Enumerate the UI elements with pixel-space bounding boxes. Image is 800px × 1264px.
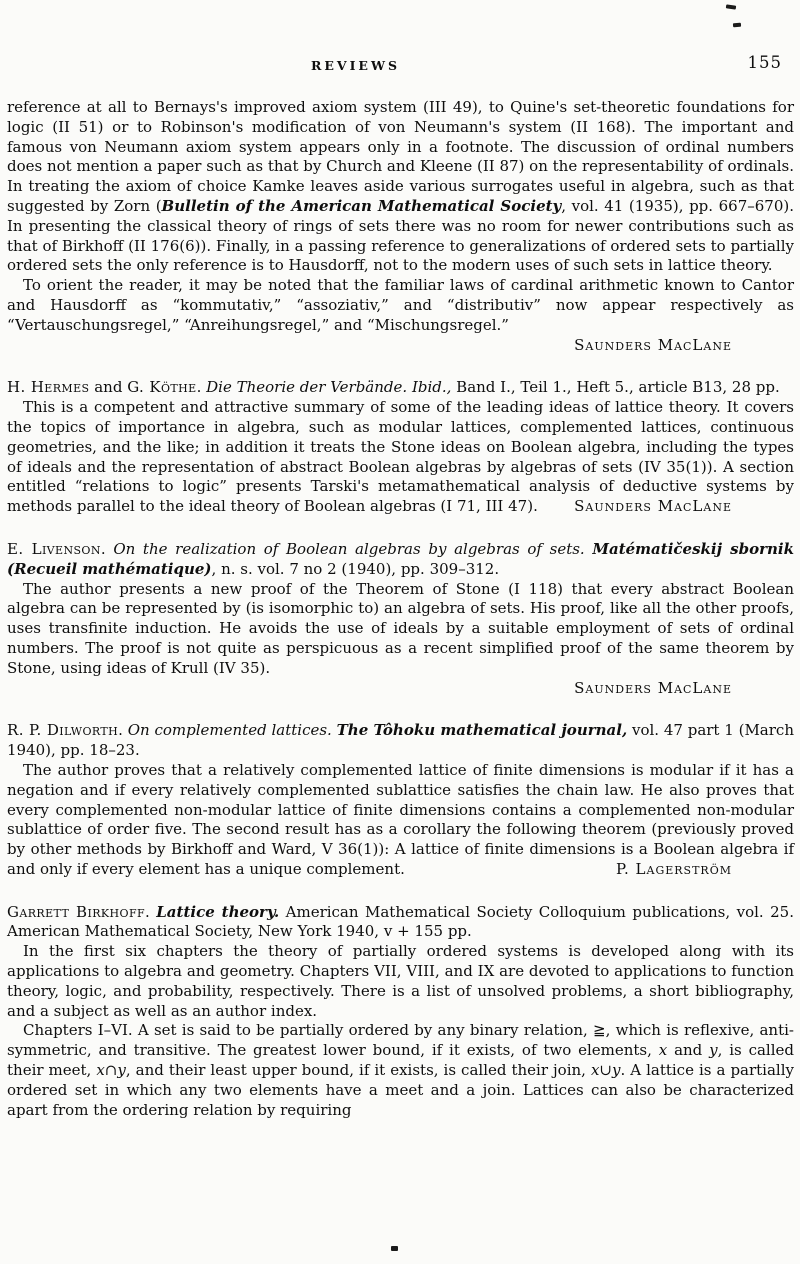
text-segment: , vol. 41 (1935), pp. 667–670). In presenting the classical theory of rings of sets there was no room for newer contributions such as that of Birkhoff (II 176(6)). Finally, in a passing reference to generalizations of ordered sets to partially ordered sets the only reference is to Hausdorff, not to the modern uses of such sets in lattice theory.: [7, 196, 794, 275]
text-segment: R. P. Dilworth: [7, 721, 119, 740]
review-paragraph: [7, 1021, 794, 1120]
reviewer-signature: Saunders MacLane: [574, 678, 732, 697]
text-segment: H. Hermes: [7, 378, 90, 397]
review-paragraph: [7, 98, 794, 276]
page-number: 155: [747, 53, 782, 72]
text-segment: .: [118, 721, 128, 740]
reviewer-signature: Saunders MacLane: [574, 335, 732, 354]
review-heading: [7, 903, 794, 943]
text-segment: vol. 47 part 1 (March 1940), pp. 18–23.: [7, 721, 794, 760]
reviewer-signature: Saunders MacLane: [574, 497, 732, 516]
text-segment: American Mathematical Society Colloquium publications, vol. 25. American Mathematical Society, New York 1940, v + 155 pp.: [7, 902, 794, 941]
text-segment: On complemented lattices.: [127, 721, 332, 740]
text-segment: x∪y: [590, 1061, 621, 1080]
text-segment: Ibid.,: [411, 378, 452, 397]
running-head: REVIEWS: [310, 58, 401, 73]
text-segment: .: [196, 378, 207, 397]
text-segment: Die Theorie der Verbände.: [206, 378, 408, 397]
text-segment: The author presents a new proof of the Theorem of Stone (I 118) that every abstract Boolean algebra can be represented by (is isomorphic to) an algebra of sets. His proof, like all the other proofs, uses transfinite induction. He avoids the use of ideals by a suitable employment of sets of ordinal numbers. The proof is not quite as perspicuous as a recent simplified proof of the same theorem by Stone, using ideas of Krull (IV 35).: [7, 579, 794, 677]
text-segment: G. Köthe: [127, 378, 197, 397]
text-segment: On the realization of Boolean algebras by algebras of sets.: [113, 539, 585, 558]
text-segment: x∩y: [96, 1061, 126, 1080]
review-heading: [7, 378, 794, 398]
scan-artifact: [726, 4, 736, 9]
reviews-body: [7, 98, 794, 1120]
reviewer-signature: P. Lagerström: [615, 859, 732, 878]
text-segment: .: [100, 539, 114, 558]
review-heading: [7, 721, 794, 761]
scan-artifact: [391, 1246, 398, 1251]
text-segment: y: [709, 1041, 718, 1060]
review-paragraph: [7, 276, 794, 335]
text-segment: and: [667, 1041, 710, 1060]
review-paragraph: [7, 942, 794, 1021]
review-paragraph: [7, 580, 794, 679]
text-segment: In the first six chapters the theory of partially ordered systems is developed along with its applications to algebra and geometry. Chapters VII, VIII, and IX are devoted to applications to function theory, logic, and probability, respectively. There is a list of unsolved problems, a short bibliography, and a subject as well as an author index.: [7, 942, 794, 1020]
text-segment: Lattice theory.: [156, 902, 280, 921]
text-segment: , is called their meet,: [7, 1041, 794, 1080]
text-segment: The author proves that a relatively complemented lattice of finite dimensions is modular if it has a negation and if every relatively complemented sublattice satisfies the chain law. He also proves that every complemented non-modular lattice of finite dimensions contains a complemented non-modular sublattice of order five. The second result has as a corollary the following theorem (previously proved by other methods by Birkhoff and Ward, V 36(1)): A lattice of finite dimensions is a Boolean algebra if and only if every element has a unique complement.: [7, 760, 794, 878]
review-heading: [7, 540, 794, 580]
text-segment: Band I., Teil 1., Heft 5., article B13, 28 pp.: [451, 378, 780, 397]
text-segment: .: [145, 902, 157, 921]
text-segment: reference at all to Bernays's improved axiom system (III 49), to Quine's set-theoretic foundations for logic (II 51) or to Robinson's modification of von Neumann's system (II 168). The important and famous von Neumann axiom system appears only in a footnote. The discussion of ordinal numbers does not mention a paper such as that by Church and Kleene (II 87) on the representability of ordinals. In treating the axiom of choice Kamke leaves aside various surrogates useful in algebra, such as that suggested by Zorn (: [7, 98, 794, 215]
text-segment: E. Livenson: [7, 539, 101, 558]
text-segment: The Tôhoku mathematical journal,: [336, 721, 628, 740]
text-segment: Bulletin of the American Mathematical Society: [161, 196, 562, 215]
text-segment: Matématičeskij sbornik (Recueil mathématique): [7, 539, 794, 578]
text-segment: , n. s. vol. 7 no 2 (1940), pp. 309–312.: [211, 559, 500, 578]
text-segment: Garrett Birkhoff: [7, 902, 146, 921]
text-segment: To orient the reader, it may be noted that the familiar laws of cardinal arithmetic known to Cantor and Hausdorff as “kommutativ,” “assoziativ,” and “distributiv” now appear respectively as “Vertauschungsregel,” “Anreihungsregel,” and “Mischungsregel.”: [7, 276, 794, 334]
page-header: [7, 53, 794, 80]
text-segment: . A lattice is a partially ordered set in which any two elements have a meet and a join. Lattices can also be characterized apart from the ordering relation by requiring: [7, 1061, 794, 1119]
text-segment: and: [89, 378, 128, 397]
text-segment: , and their least upper bound, if it exists, is called their join,: [125, 1061, 591, 1080]
scan-artifact: [733, 23, 741, 28]
text-segment: Chapters I–VI. A set is said to be partially ordered by any binary relation, ≧, which is reflexive, anti-symmetric, and transitive. The greatest lower bound, if it exists, of two elements,: [7, 1021, 794, 1060]
text-segment: This is a competent and attractive summary of some of the leading ideas of lattice theory. It covers the topics of importance in algebra, such as modular lattices, complemented lattices, continuous geometries, and the like; in addition it treats the Stone ideas on Boolean algebra, including the types of ideals and the representation of abstract Boolean algebras by algebras of sets (IV 35(1)). A section entitled “relations to logic” presents Tarski's metamathematical analysis of deductive systems by methods parallel to the ideal theory of Boolean algebras (I 71, III 47).: [7, 398, 794, 516]
text-segment: x: [658, 1041, 668, 1060]
